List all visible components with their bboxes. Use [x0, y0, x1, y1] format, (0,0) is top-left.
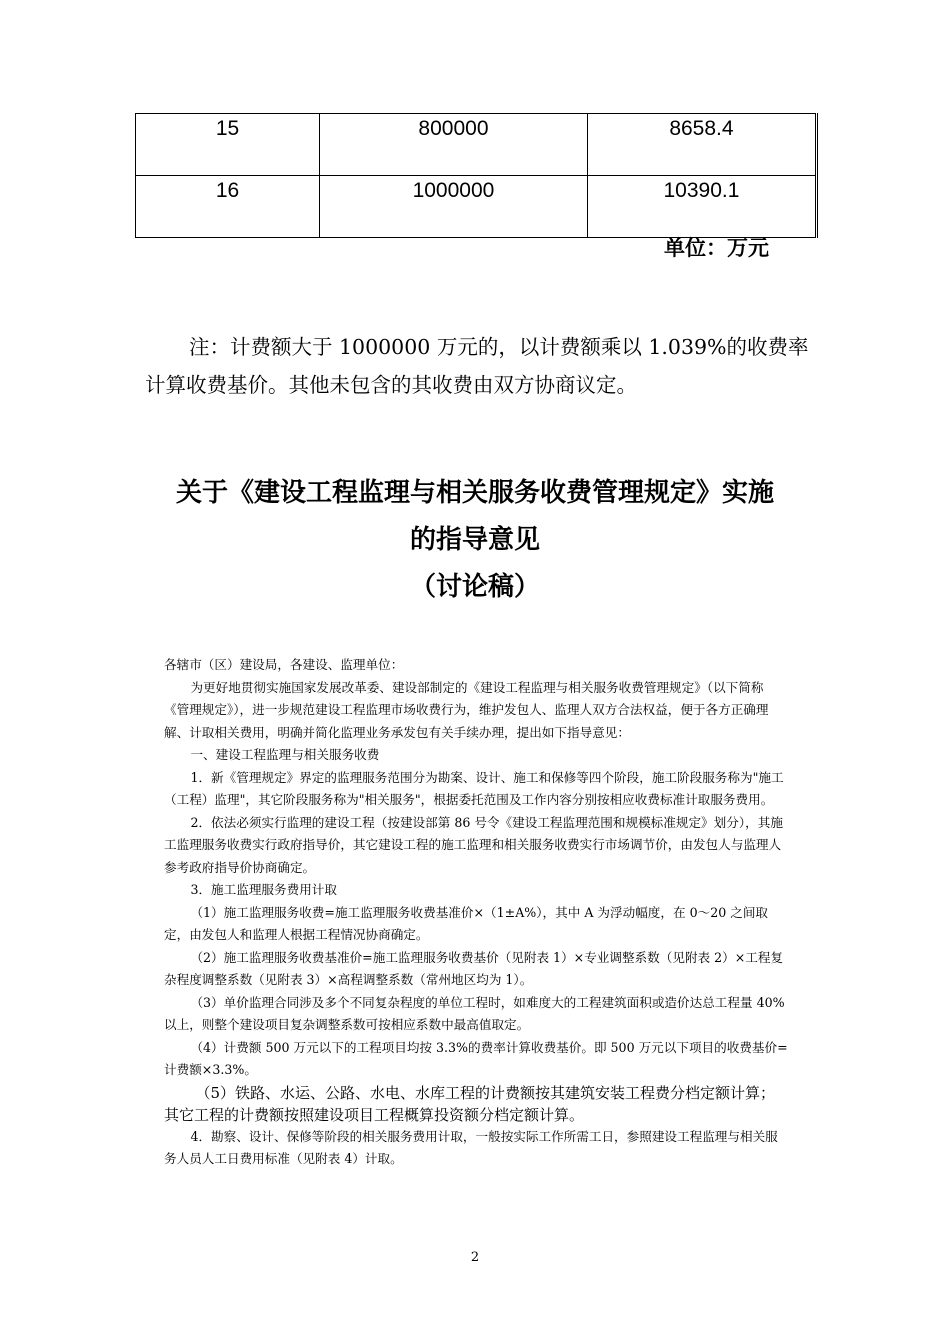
- note-paragraph: 注：计费额大于 1000000 万元的，以计费额乘以 1.039%的收费率计算收费基价。其他未包含的其收费由双方协商议定。: [145, 335, 809, 397]
- paragraph: 2．依法必须实行监理的建设工程（按建设部第 86 号令《建设工程监理范围和规模标准规定》划分），其施工监理服务收费实行政府指导价，其它建设工程的施工监理和相关服务收费实行市场调节价，由发包人与监理人参考政府指导价协商确定。: [164, 814, 783, 875]
- title-line-1: 关于《建设工程监理与相关服务收费管理规定》实施: [175, 478, 774, 508]
- title-line-3: （讨论稿）: [409, 572, 540, 602]
- table-cell: 8658.4: [587, 114, 816, 176]
- salutation: 各辖市（区）建设局，各建设、监理单位：: [164, 657, 404, 672]
- table-cell: 10390.1: [587, 176, 816, 238]
- paragraph: 3．施工监理服务费用计取: [190, 882, 337, 897]
- section-heading: 一、建设工程监理与相关服务收费: [190, 747, 380, 762]
- paragraph: （4）计费额 500 万元以下的工程项目均按 3.3%的费率计算收费基价。即 500 万元以下项目的收费基价=计费额×3.3%。: [164, 1039, 788, 1077]
- intro-paragraph: 为更好地贯彻实施国家发展改革委、建设部制定的《建设工程监理与相关服务收费管理规定》（以下简称《管理规定》），进一步规范建设工程监理市场收费行为，维护发包人、监理人双方合法权益，便于各方正确理解、计取相关费用，明确并简化监理业务承发包有关手续办理，提出如下指导意见：: [164, 679, 769, 740]
- page-number: 2: [470, 1250, 480, 1265]
- table-cell: 1000000: [320, 176, 588, 238]
- document-title: [120, 470, 830, 611]
- paragraph: （5）铁路、水运、公路、水电、水库工程的计费额按其建筑安装工程费分档定额计算；其它工程的计费额按照建设项目工程概算投资额分档定额计算。: [164, 1083, 776, 1124]
- table-cell: 16: [136, 176, 320, 238]
- paragraph: （3）单价监理合同涉及多个不同复杂程度的单位工程时，如难度大的工程建筑面积或造价达总工程量 40%以上，则整个建设项目复杂调整系数可按相应系数中最高值取定。: [164, 994, 785, 1032]
- fee-table: [135, 113, 818, 238]
- document-body: [164, 654, 788, 1171]
- table-cell: 800000: [320, 114, 588, 176]
- paragraph: （2）施工监理服务收费基准价=施工监理服务收费基价（见附表 1）×专业调整系数（见附表 2）×工程复杂程度调整系数（见附表 3）×高程调整系数（常州地区均为 1）。: [164, 949, 784, 987]
- table-row: [136, 114, 817, 176]
- table-cell: 15: [136, 114, 320, 176]
- unit-label: 单位：万元: [664, 236, 769, 260]
- table-row: [136, 176, 817, 238]
- title-line-2: 的指导意见: [409, 525, 540, 555]
- paragraph: 1．新《管理规定》界定的监理服务范围分为勘案、设计、施工和保修等四个阶段，施工阶段服务称为"施工（工程）监理"，其它阶段服务称为"相关服务"，根据委托范围及工作内容分别按相应收费标准计取服务费用。: [164, 769, 784, 807]
- paragraph: 4．勘察、设计、保修等阶段的相关服务费用计取，一般按实际工作所需工日，参照建设工程监理与相关服务人员人工日费用标准（见附表 4）计取。: [164, 1128, 778, 1166]
- paragraph: （1）施工监理服务收费=施工监理服务收费基准价×（1±A%），其中 A 为浮动幅度，在 0～20 之间取定，由发包人和监理人根据工程情况协商确定。: [164, 904, 769, 942]
